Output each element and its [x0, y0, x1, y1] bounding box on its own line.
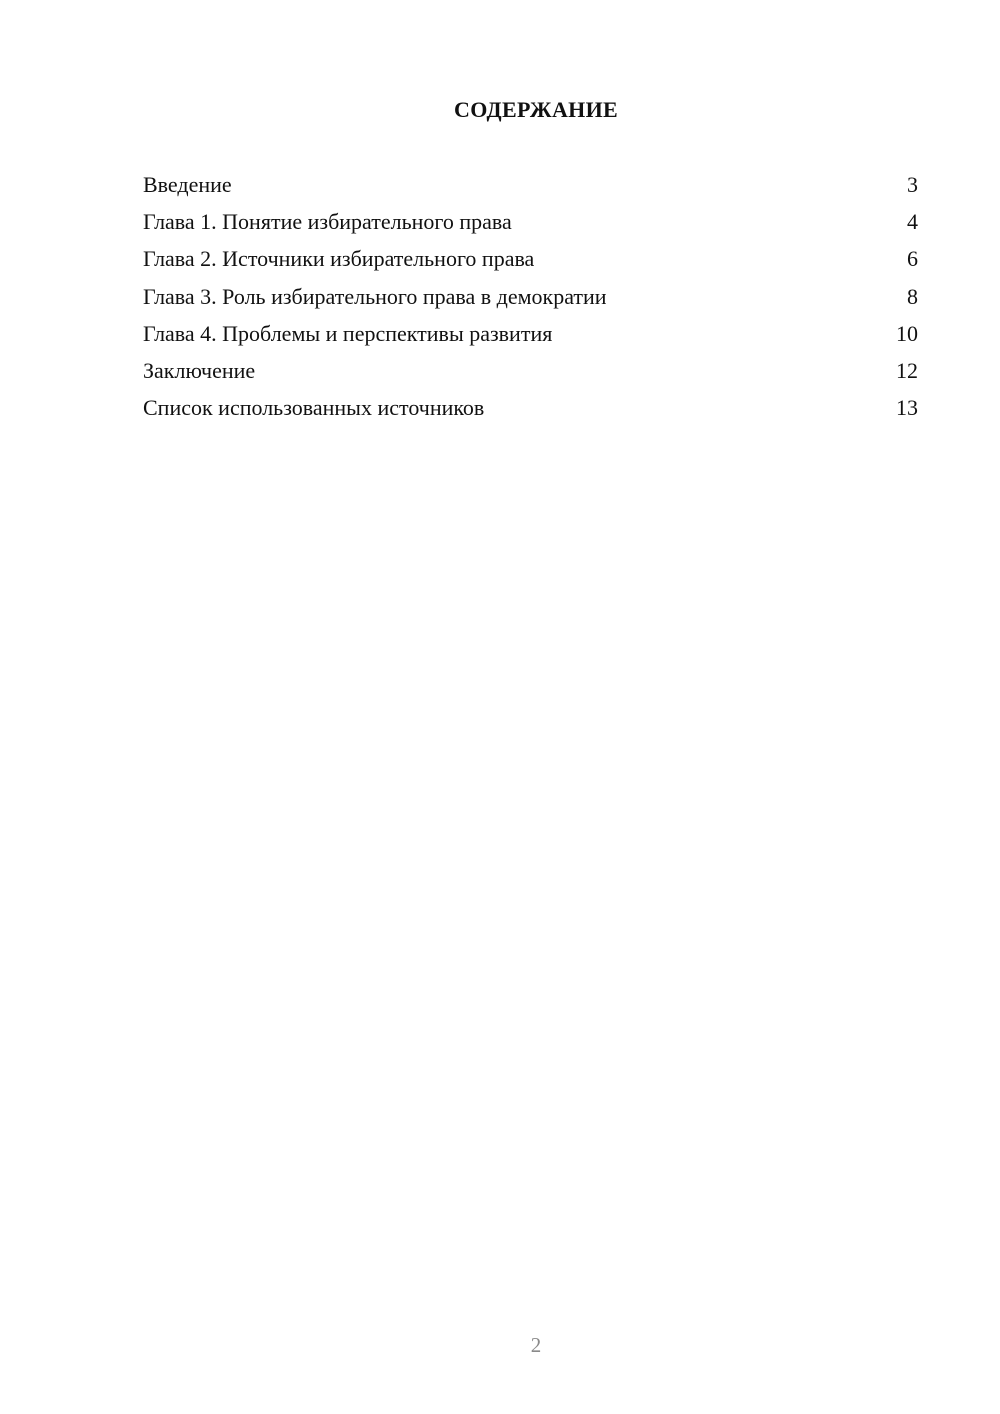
toc-item-label: Глава 3. Роль избирательного права в демократии [143, 283, 607, 309]
toc-item-label: Глава 2. Источники избирательного права [143, 246, 535, 272]
table-of-contents [143, 166, 918, 426]
toc-item-page: 3 [907, 172, 918, 197]
toc-item-page: 4 [907, 209, 918, 235]
page-number: 2 [530, 1333, 542, 1357]
toc-title: СОДЕРЖАНИЕ [454, 97, 618, 122]
toc-item-label: Заключение [143, 357, 256, 383]
toc-item-label: Введение [143, 172, 232, 197]
toc-item-label: Глава 1. Понятие избирательного права [143, 209, 512, 235]
toc-item-page: 12 [896, 357, 918, 383]
toc-item-label: Глава 4. Проблемы и перспективы развития [143, 320, 553, 346]
toc-item-introduction [143, 166, 918, 203]
toc-item-conclusion [143, 352, 918, 389]
toc-item-chapter-1 [143, 203, 918, 240]
toc-item-page: 6 [907, 246, 918, 272]
toc-item-chapter-2 [143, 240, 918, 277]
toc-item-page: 10 [896, 320, 918, 346]
toc-item-chapter-4 [143, 315, 918, 352]
toc-item-page: 13 [896, 395, 918, 421]
toc-item-page: 8 [907, 283, 918, 309]
toc-item-label: Список использованных источников [143, 395, 485, 421]
toc-item-chapter-3 [143, 278, 918, 315]
toc-item-references [143, 389, 918, 426]
